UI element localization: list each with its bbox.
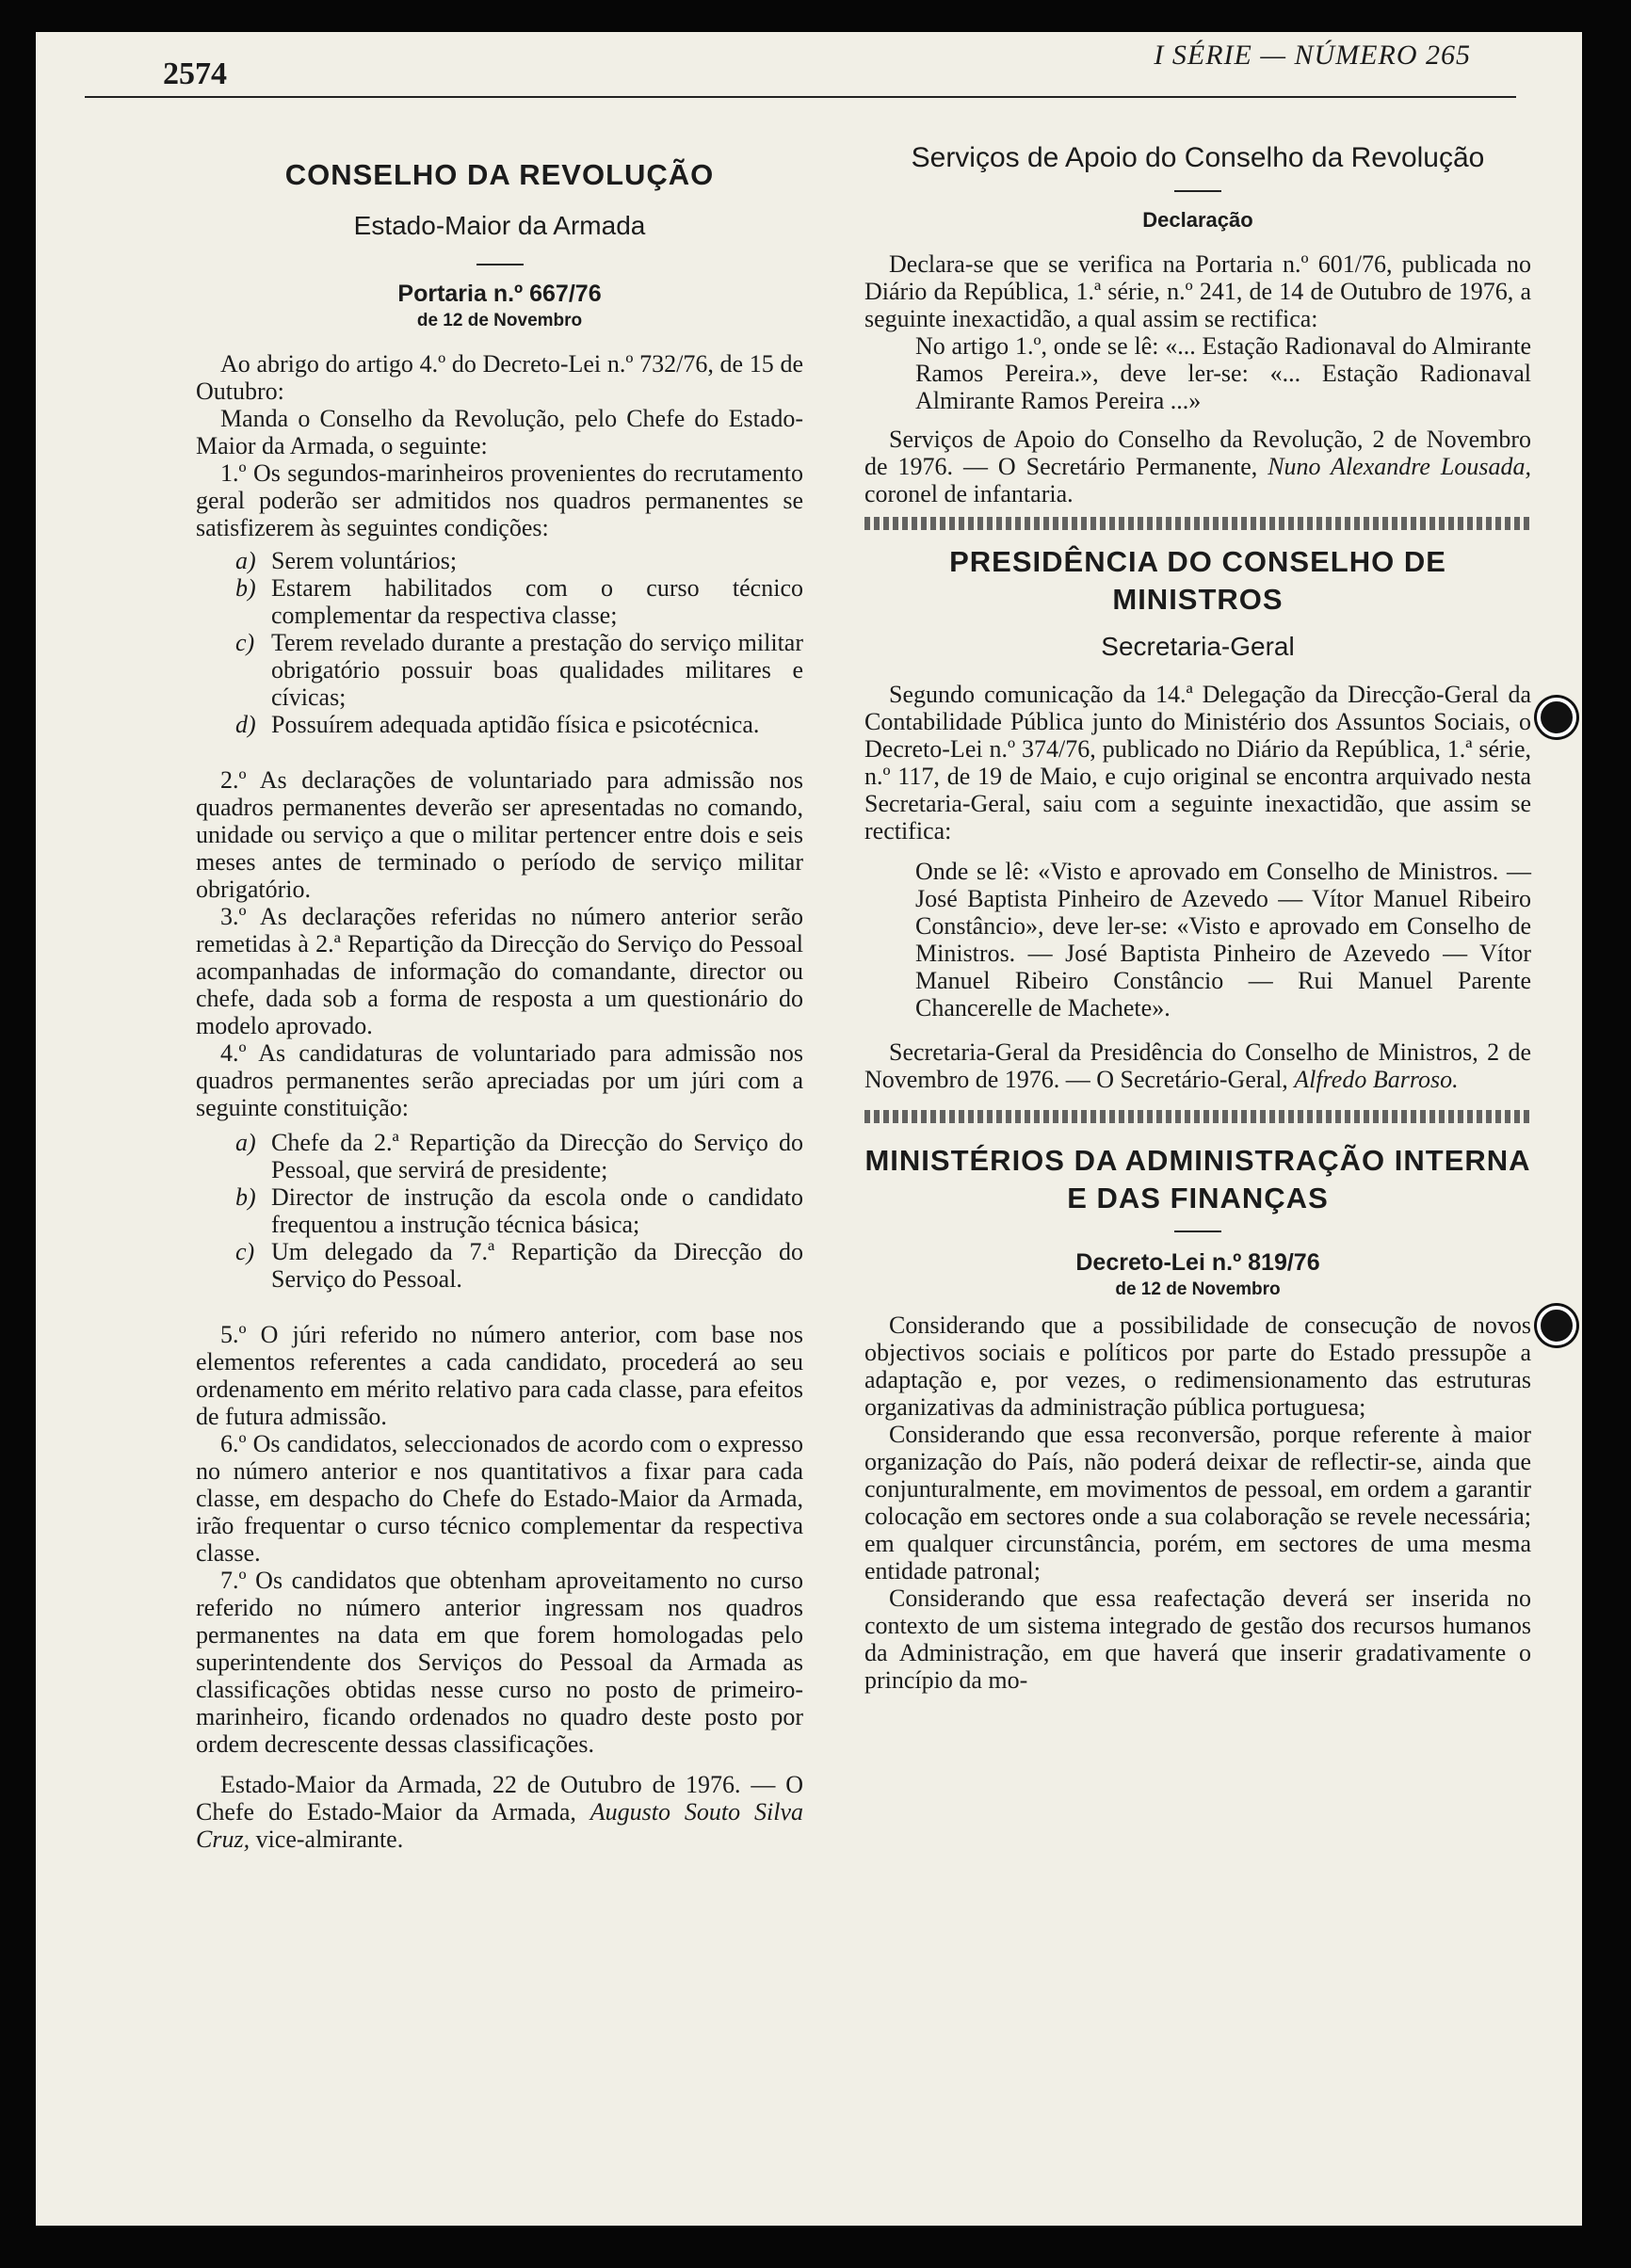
header-rule (85, 96, 1516, 98)
paragraph: 2.º As declarações de voluntariado para admissão nos quadros permanentes deverão ser apresentadas no comando, unidade ou serviço a que o militar pertencer entre dois e seis meses antes de terminado o período de serviço militar obrigatório. (196, 766, 803, 903)
paragraph: Declara-se que se verifica na Portaria n.º 601/76, publicada no Diário da República, 1.ª série, n.º 241, de 14 de Outubro de 1976, a seguinte inexactidão, a qual assim se rectifica: (864, 250, 1531, 332)
item-text: Director de instrução da escola onde o candidato frequentou a instrução técnica básica; (271, 1183, 803, 1238)
item-label: d) (235, 711, 256, 738)
list-item (196, 1129, 803, 1183)
list-item (196, 1183, 803, 1238)
sub-org-heading: Secretaria-Geral (1101, 632, 1295, 661)
section-divider (864, 517, 1531, 530)
declaration-title: Declaração (1142, 208, 1253, 232)
org-heading: MINISTÉRIOS DA ADMINISTRAÇÃO INTERNA (864, 1144, 1531, 1177)
item-label: a) (235, 547, 256, 574)
item-label: c) (235, 629, 255, 656)
list-item (196, 629, 803, 711)
paragraph: Segundo comunicação da 14.ª Delegação da Direcção-Geral da Contabilidade Pública junto do Ministério dos Assuntos Sociais, o Decreto-Lei n.º 374/76, publicado no Diário da República, 1.ª série, n.º 117, de 19 de Maio, e cujo original se encontra arquivado nesta Secretaria-Geral, saiu com a seguinte inexactidão, que assim se rectifica: (864, 681, 1531, 844)
paragraph: 3.º As declarações referidas no número anterior serão remetidas à 2.ª Repartição da Direcção do Serviço do Pessoal acompanhadas de informação do comandante, director ou chefe, dada sob a forma de resposta a um questionário do modelo aprovado. (196, 903, 803, 1039)
signature-block (864, 426, 1531, 507)
paragraph: 5.º O júri referido no número anterior, com base nos elementos referentes a cada candidato, procederá ao seu ordenamento em mérito relativo para cada classe, para efeitos de futura admissão. (196, 1321, 803, 1430)
signature-block (196, 1771, 803, 1853)
act-title: Portaria n.º 667/76 (397, 281, 602, 307)
signature-block (864, 1038, 1531, 1093)
list-item (196, 1238, 803, 1293)
act-date: de 12 de Novembro (1115, 1279, 1281, 1299)
signature-place: Secretaria-Geral da Presidência do Conselho de Ministros, 2 de Novembro de 1976. — O Secretário-Geral, (864, 1038, 1531, 1093)
item-label: b) (235, 1183, 256, 1211)
signature-place: Serviços de Apoio do Conselho da Revolução, 2 de Novembro de 1976. — O Secretário Permanente, (864, 426, 1531, 480)
section-divider (864, 1110, 1531, 1123)
paragraph: 7.º Os candidatos que obtenham aproveitamento no curso referido no número anterior ingressam nos quadros permanentes na data em que forem homologadas pelo superintendente dos Serviços do Pessoal da Armada as classificações obtidas nesse curso no posto de primeiro-marinheiro, ficando ordenados no quadro deste posto por ordem decrescente dessas classificações. (196, 1567, 803, 1758)
paragraph: 6.º Os candidatos, seleccionados de acordo com o expresso no número anterior e nos quantitativos a fixar para cada classe, em despacho do Chefe do Estado-Maior da Armada, irão frequentar o curso técnico complementar da respectiva classe. (196, 1430, 803, 1567)
paragraph: Ao abrigo do artigo 4.º do Decreto-Lei n.º 732/76, de 15 de Outubro: (196, 350, 803, 405)
item-text: Estarem habilitados com o curso técnico complementar da respectiva classe; (271, 574, 803, 629)
paragraph: 4.º As candidaturas de voluntariado para admissão nos quadros permanentes serão apreciadas por um júri com a seguinte constituição: (196, 1039, 803, 1121)
paragraph: 1.º Os segundos-marinheiros provenientes do recrutamento geral poderão ser admitidos nos quadros permanentes se satisfizerem às seguintes condições: (196, 459, 803, 541)
list-item (196, 711, 803, 738)
conditions-list (196, 547, 803, 738)
separator (1174, 1231, 1221, 1232)
separator (1174, 190, 1221, 192)
signatory-name: Alfredo Barroso. (1294, 1066, 1459, 1093)
paragraph: Considerando que essa reafectação deverá ser inserida no contexto de um sistema integrado de gestão dos recursos humanos da Administração, em que haverá que inserir gradativamente o princípio da mo- (864, 1584, 1531, 1694)
sub-org-heading: Estado-Maior da Armada (353, 211, 646, 240)
org-heading: PRESIDÊNCIA DO CONSELHO DE MINISTROS (949, 545, 1446, 616)
left-column (196, 124, 803, 1853)
item-text: Possuírem adequada aptidão física e psicotécnica. (271, 711, 760, 738)
org-heading: E DAS FINANÇAS (1067, 1182, 1329, 1214)
item-text: Chefe da 2.ª Repartição da Direcção do Serviço do Pessoal, que servirá de presidente; (271, 1129, 803, 1183)
item-text: Terem revelado durante a prestação do serviço militar obrigatório possuir boas qualidades militares e cívicas; (271, 629, 803, 711)
paragraph: Considerando que essa reconversão, porque referente à maior organização do País, não poderá deixar de reflectir-se, ainda que conjunturalmente, em movimentos de pessoal, em ordem a garantir colocação em sectores onde a sua colaboração se revele necessária; em qualquer circunstância, porém, em sectores de uma mesma entidade patronal; (864, 1421, 1531, 1584)
signatory-rank: coronel de infantaria. (864, 480, 1074, 507)
paragraph: Onde se lê: «Visto e aprovado em Conselho de Ministros. — José Baptista Pinheiro de Azevedo — Vítor Manuel Ribeiro Constâncio», deve ler-se: «Visto e aprovado em Conselho de Ministros. — José Baptista Pinheiro de Azevedo — Vítor Manuel Ribeiro Constâncio — Rui Manuel Parente Chancerelle de Machete». (915, 858, 1531, 1021)
item-label: b) (235, 574, 256, 602)
gazette-page (36, 32, 1582, 2226)
jury-list (196, 1129, 803, 1293)
signatory-rank: vice-almirante. (250, 1826, 404, 1853)
punch-hole (1537, 1306, 1576, 1345)
separator (476, 264, 524, 265)
item-text: Serem voluntários; (271, 547, 458, 574)
signature-place: Estado-Maior da Armada, 22 de Outubro de 1976. — O Chefe do Estado-Maior da Armada, (196, 1771, 803, 1826)
page-number: 2574 (163, 56, 227, 91)
signatory-name: Augusto Souto Silva Cruz, (196, 1798, 803, 1853)
paragraph: Manda o Conselho da Revolução, pelo Chefe do Estado-Maior da Armada, o seguinte: (196, 405, 803, 459)
paragraph: No artigo 1.º, onde se lê: «... Estação Radionaval do Almirante Ramos Pereira.», deve ler-se: «... Estação Radionaval Almirante Ramos Pereira ...» (915, 332, 1531, 414)
org-heading: CONSELHO DA REVOLUÇÃO (284, 158, 715, 191)
right-column (864, 124, 1531, 1694)
act-title: Decreto-Lei n.º 819/76 (1075, 1249, 1320, 1276)
list-item (196, 547, 803, 574)
item-label: c) (235, 1238, 255, 1265)
signatory-name: Nuno Alexandre Lousada, (1268, 453, 1531, 480)
paragraph: Considerando que a possibilidade de consecução de novos objectivos sociais e políticos por parte do Estado pressupõe a adaptação e, por vezes, o redimensionamento das estruturas organizativas da administração pública portuguesa; (864, 1311, 1531, 1421)
act-date: de 12 de Novembro (416, 311, 583, 330)
item-text: Um delegado da 7.ª Repartição da Direcção do Serviço do Pessoal. (271, 1238, 803, 1293)
item-label: a) (235, 1129, 256, 1156)
org-heading: Serviços de Apoio do Conselho da Revolução (911, 142, 1485, 173)
list-item (196, 574, 803, 629)
punch-hole (1537, 698, 1576, 737)
series-number: I SÉRIE — NÚMERO 265 (1154, 40, 1471, 71)
